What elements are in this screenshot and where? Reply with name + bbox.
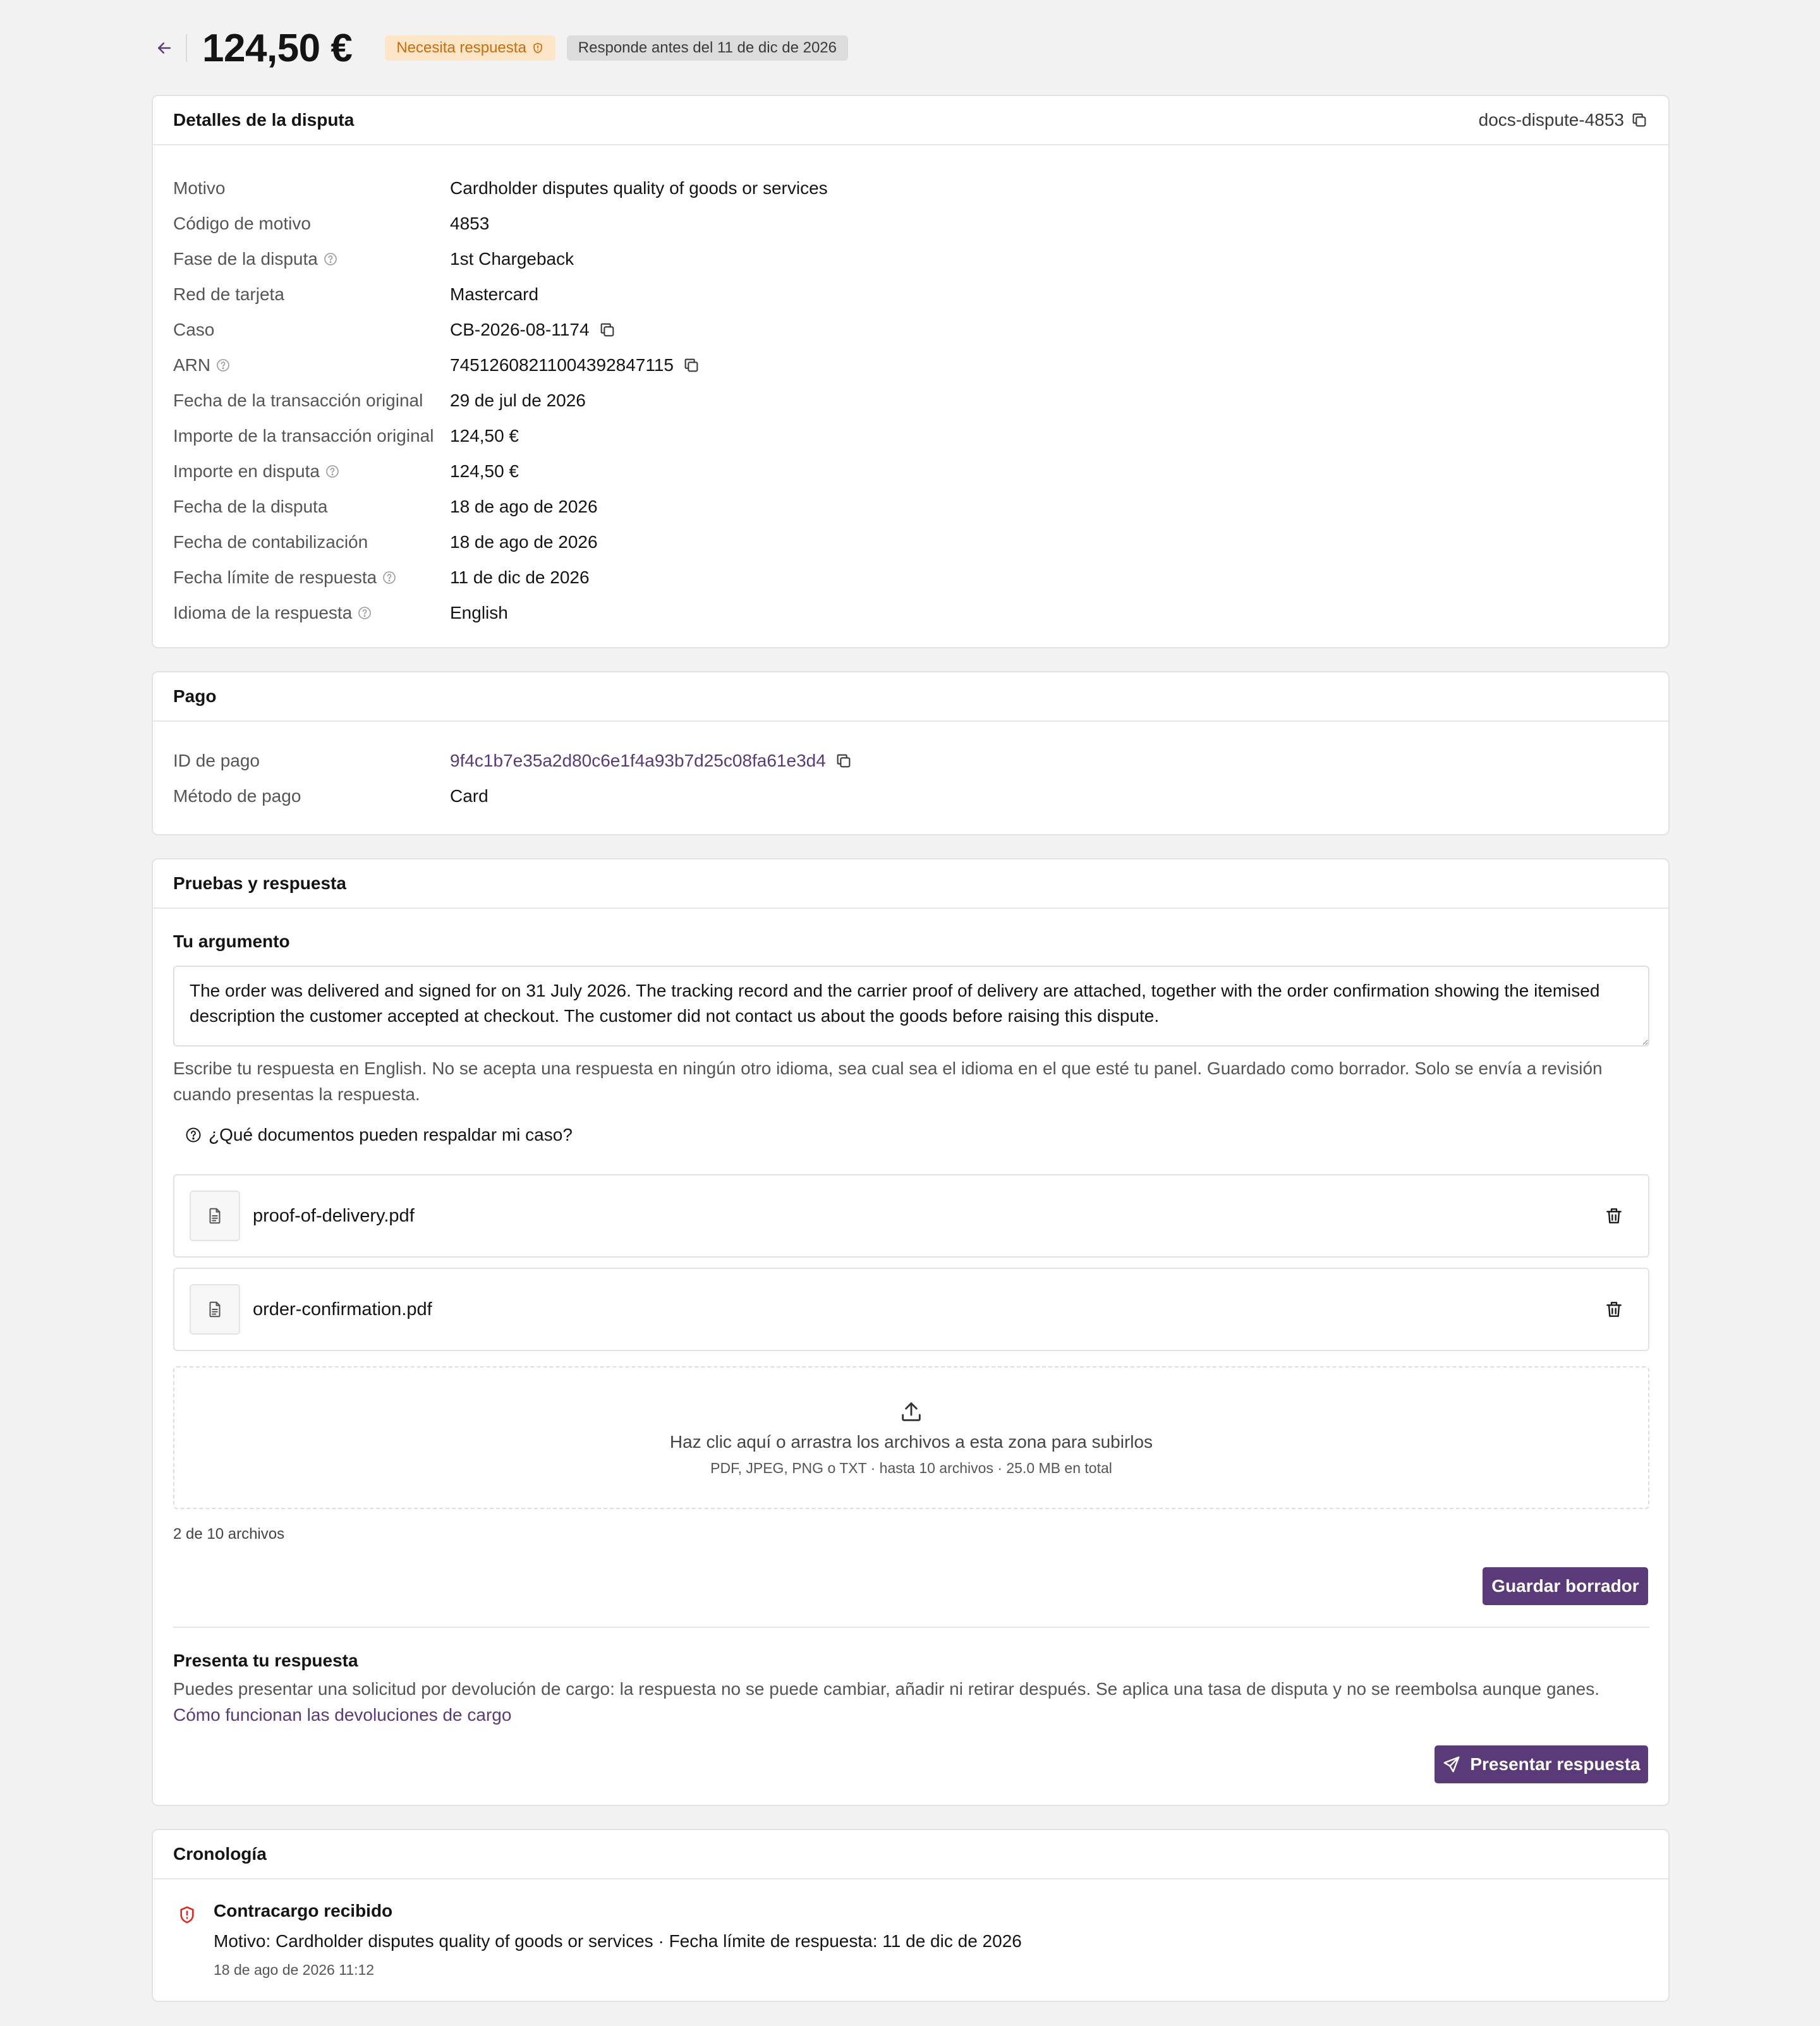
shield-alert-icon [177, 1905, 197, 1928]
copy-icon [682, 356, 700, 374]
detail-row-reason [153, 171, 1668, 206]
detail-row-arn [153, 348, 1668, 383]
dropzone-constraints: PDF, JPEG, PNG o TXT · hasta 10 archivos · 25.0 MB en total [710, 1459, 1112, 1476]
copy-case-button[interactable] [598, 321, 616, 339]
detail-row-reason-code [153, 206, 1668, 241]
timeline-card [152, 1829, 1670, 2002]
file-dropzone[interactable] [173, 1366, 1649, 1509]
file-count: 2 de 10 archivos [173, 1526, 285, 1543]
detail-value-with-copy [450, 348, 700, 383]
file-icon [190, 1284, 240, 1335]
submit-title: Presenta tu respuesta [173, 1651, 358, 1670]
back-button[interactable] [152, 35, 177, 61]
documents-faq-label: ¿Qué documentos pueden respaldar mi caso? [209, 1125, 573, 1144]
save-draft-button[interactable]: Guardar borrador [1483, 1567, 1648, 1605]
evidence-card [152, 858, 1670, 1806]
detail-value: English [450, 603, 508, 622]
trash-icon [1604, 1299, 1624, 1319]
detail-label-with-help [173, 454, 340, 489]
payment-value: Card [450, 786, 488, 806]
page-header [152, 23, 848, 73]
dispute-details-card [152, 95, 1670, 648]
question-circle-icon [185, 1126, 202, 1144]
detail-row-transaction-date [153, 383, 1668, 418]
send-icon [1442, 1755, 1461, 1774]
detail-row-stage [153, 241, 1668, 277]
submit-response-label: Presentar respuesta [1470, 1754, 1641, 1774]
payment-id-link[interactable]: 9f4c1b7e35a2d80c6e1f4a93b7d25c08fa61e3d4 [450, 751, 826, 770]
detail-value: Mastercard [450, 284, 539, 304]
dispute-id-value: docs-dispute-4853 [1478, 110, 1624, 130]
file-name: proof-of-delivery.pdf [253, 1205, 415, 1226]
status-badge [385, 35, 555, 61]
payment-row-id [153, 743, 1668, 779]
evidence-header [153, 859, 1668, 909]
payment-title: Pago [173, 686, 217, 706]
detail-value: 1st Chargeback [450, 249, 574, 269]
argument-label: Tu argumento [173, 931, 290, 951]
detail-label-text: Importe en disputa [173, 461, 320, 481]
copy-dispute-id-button[interactable] [1630, 111, 1648, 129]
documents-faq-toggle[interactable] [185, 1125, 573, 1145]
timeline-event-description: Motivo: Cardholder disputes quality of goods or services · Fecha límite de respuesta: 11 de dic de 2026 [214, 1931, 1022, 1951]
detail-row-card-network [153, 277, 1668, 312]
detail-value: 124,50 € [450, 426, 519, 446]
detail-row-case [153, 312, 1668, 348]
detail-label-text: Idioma de la respuesta [173, 603, 353, 622]
detail-row-transaction-amount [153, 418, 1668, 454]
header-divider [186, 34, 187, 62]
help-icon[interactable] [357, 605, 372, 621]
detail-value: 4853 [450, 214, 490, 233]
dispute-details-header [153, 96, 1668, 145]
payment-card [152, 671, 1670, 835]
detail-row-posting-date [153, 525, 1668, 560]
timeline-event-title: Contracargo recibido [214, 1901, 393, 1920]
file-name: order-confirmation.pdf [253, 1299, 432, 1319]
upload-icon [899, 1399, 924, 1424]
file-icon [190, 1191, 240, 1241]
detail-label: Fecha de contabilización [173, 532, 368, 552]
status-badge-label: Necesita respuesta [396, 39, 526, 56]
detail-row-response-deadline [153, 560, 1668, 595]
detail-label-text: ARN [173, 355, 211, 375]
detail-label-text: Fecha límite de respuesta [173, 567, 377, 587]
detail-label-with-help [173, 595, 372, 631]
due-date-badge: Responde antes del 11 de dic de 2026 [567, 35, 848, 61]
detail-row-dispute-date [153, 489, 1668, 525]
payment-row-method [153, 779, 1668, 814]
delete-file-button[interactable] [1604, 1206, 1624, 1226]
argument-hint: Escribe tu respuesta en English. No se acepta una respuesta en ningún otro idioma, sea cual sea el idioma en el que esté tu panel. Guardado como borrador. Solo se envía a revisión cuando presentas la respuesta. [173, 1058, 1603, 1104]
chargeback-help-link[interactable]: Cómo funcionan las devoluciones de cargo [173, 1705, 512, 1725]
submit-description [173, 1676, 1649, 1728]
timeline-event-timestamp: 18 de ago de 2026 11:12 [214, 1962, 375, 1978]
detail-row-disputed-amount [153, 454, 1668, 489]
delete-file-button[interactable] [1604, 1299, 1624, 1319]
detail-label: Motivo [173, 178, 226, 198]
payment-rows [153, 722, 1668, 814]
payment-id-value [450, 743, 852, 779]
page-title-amount: 124,50 € [202, 26, 353, 70]
dropzone-instructions: Haz clic aquí o arrastra los archivos a esta zona para subirlos [669, 1431, 1153, 1452]
detail-label: Fecha de la transacción original [173, 391, 423, 410]
timeline-header [153, 1830, 1668, 1879]
detail-row-response-language [153, 595, 1668, 631]
argument-textarea[interactable] [173, 966, 1649, 1046]
help-icon[interactable] [215, 358, 231, 373]
help-icon[interactable] [325, 464, 340, 479]
copy-icon [835, 752, 852, 770]
arrow-left-icon [155, 39, 174, 58]
detail-label: Importe de la transacción original [173, 426, 434, 446]
detail-value: 11 de dic de 2026 [450, 567, 590, 587]
copy-arn-button[interactable] [682, 356, 700, 374]
detail-value: 29 de jul de 2026 [450, 391, 586, 410]
detail-value: Cardholder disputes quality of goods or services [450, 178, 828, 198]
submit-description-text: Puedes presentar una solicitud por devolución de cargo: la respuesta no se puede cambiar, añadir ni retirar después. Se aplica una tasa de disputa y no se reembolsa aunque ganes. [173, 1679, 1600, 1699]
help-icon[interactable] [323, 252, 338, 267]
detail-value-text: 74512608211004392847115 [450, 355, 674, 375]
detail-label-text: Fase de la disputa [173, 249, 318, 269]
copy-icon [598, 321, 616, 339]
copy-icon [1630, 111, 1648, 129]
uploaded-file [173, 1174, 1649, 1258]
detail-label-with-help [173, 348, 231, 383]
detail-label-with-help [173, 241, 338, 277]
detail-label: Caso [173, 320, 215, 339]
timeline-title: Cronología [173, 1844, 267, 1864]
evidence-title: Pruebas y respuesta [173, 873, 346, 893]
uploaded-file [173, 1268, 1649, 1351]
help-icon[interactable] [382, 570, 397, 585]
dispute-id [1479, 110, 1648, 130]
shield-alert-icon [531, 42, 544, 54]
payment-header [153, 672, 1668, 722]
detail-value-with-copy [450, 312, 616, 348]
detail-value: 18 de ago de 2026 [450, 532, 598, 552]
detail-value-text: CB-2026-08-1174 [450, 320, 590, 339]
trash-icon [1604, 1206, 1624, 1226]
payment-label: Método de pago [173, 786, 301, 806]
detail-label: Código de motivo [173, 214, 311, 233]
detail-label-with-help [173, 560, 397, 595]
payment-label: ID de pago [173, 751, 260, 770]
dispute-details-title: Detalles de la disputa [173, 110, 355, 130]
detail-label: Red de tarjeta [173, 284, 284, 304]
detail-value: 124,50 € [450, 461, 519, 481]
dispute-details-rows [153, 145, 1668, 631]
detail-label: Fecha de la disputa [173, 497, 328, 516]
copy-payment-id-button[interactable] [835, 752, 852, 770]
submit-response-button[interactable] [1435, 1745, 1648, 1783]
section-divider [173, 1627, 1649, 1628]
detail-value: 18 de ago de 2026 [450, 497, 598, 516]
